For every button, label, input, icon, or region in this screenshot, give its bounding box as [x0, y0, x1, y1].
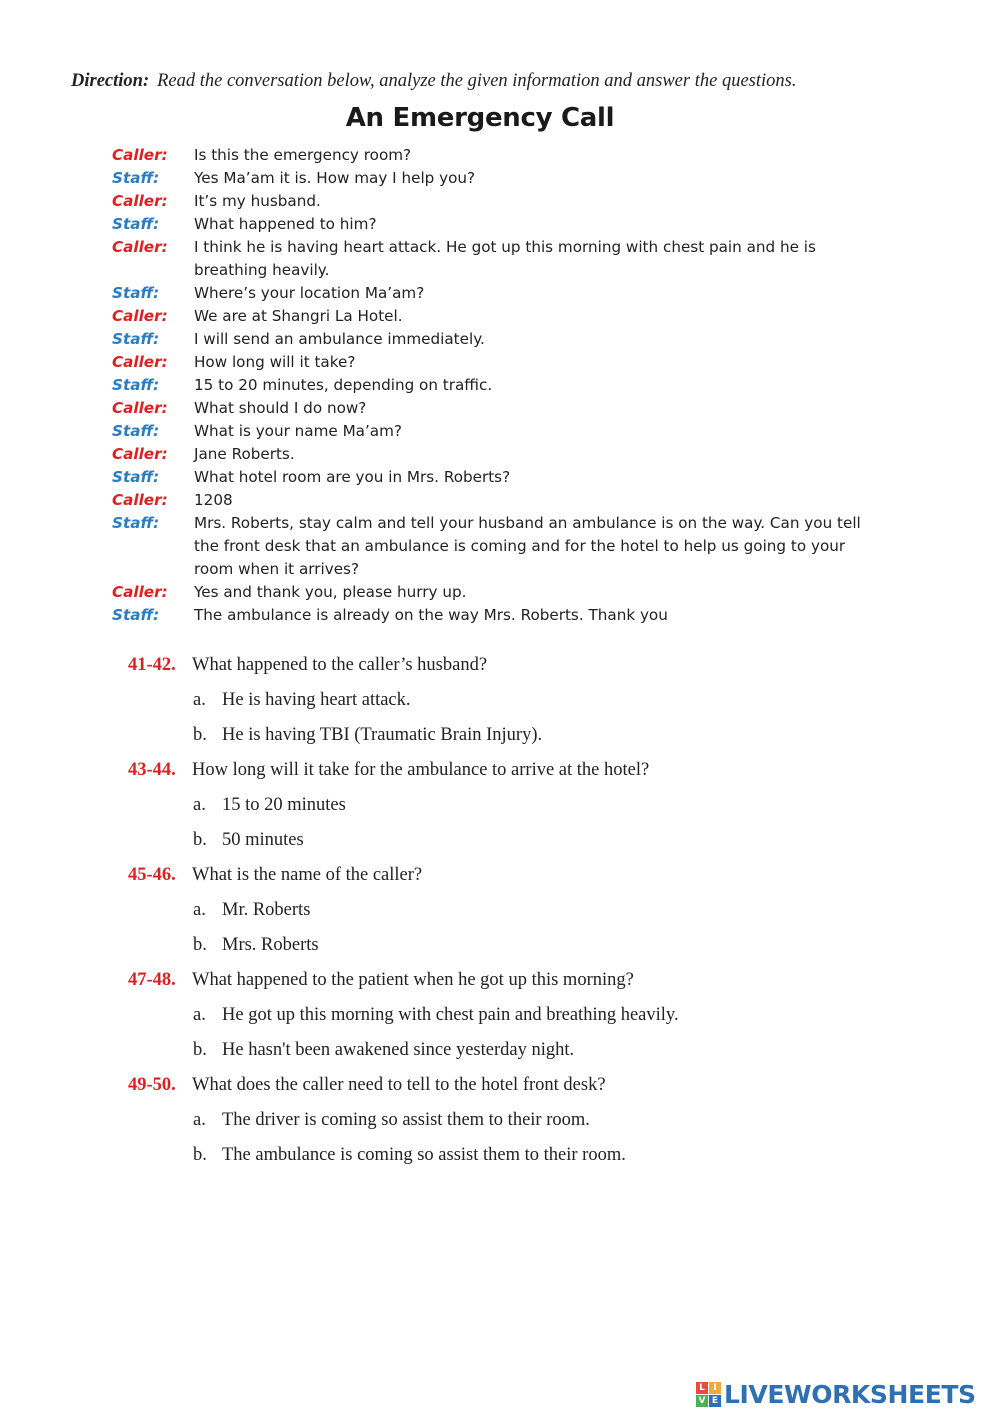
- question: [128, 858, 928, 893]
- question-number: 47-48.: [128, 970, 176, 990]
- option-letter: a.: [193, 1005, 206, 1025]
- logo-tiles-icon: [696, 1382, 721, 1407]
- dialogue-text: What is your name Ma’am?: [194, 422, 402, 440]
- dialogue-line: [112, 236, 882, 282]
- option-text: The driver is coming so assist them to their room.: [222, 1110, 590, 1130]
- question: [128, 1068, 928, 1103]
- option-text: 15 to 20 minutes: [222, 795, 346, 815]
- question-text: What is the name of the caller?: [192, 865, 423, 885]
- staff-speaker-label: Staff:: [112, 215, 160, 233]
- dialogue-text: Jane Roberts.: [194, 445, 295, 463]
- dialogue-line: [112, 167, 882, 190]
- dialogue-text: What should I do now?: [194, 399, 367, 417]
- option-text: The ambulance is coming so assist them to their room.: [222, 1145, 626, 1165]
- question-number: 49-50.: [128, 1075, 176, 1095]
- dialogue-text: We are at Shangri La Hotel.: [194, 307, 403, 325]
- dialogue-line: [112, 282, 882, 305]
- staff-speaker-label: Staff:: [112, 169, 160, 187]
- logo-tile: L: [696, 1382, 708, 1394]
- staff-speaker-label: Staff:: [112, 330, 160, 348]
- option-letter: a.: [193, 795, 206, 815]
- caller-speaker-label: Caller:: [112, 238, 168, 256]
- dialogue-text: 1208: [194, 491, 233, 509]
- dialogue-line: [112, 213, 882, 236]
- dialogue: [112, 144, 882, 627]
- dialogue-text: Mrs. Roberts, stay calm and tell your husband an ambulance is on the way. Can you tell the front desk that an ambulance is coming and for the hotel to help us going to your room when it arrives?: [194, 514, 861, 578]
- dialogue-line: [112, 374, 882, 397]
- staff-speaker-label: Staff:: [112, 376, 160, 394]
- dialogue-text: I will send an ambulance immediately.: [194, 330, 485, 348]
- answer-option[interactable]: [128, 823, 928, 858]
- dialogue-text: It’s my husband.: [194, 192, 321, 210]
- dialogue-line: [112, 581, 882, 604]
- option-text: He got up this morning with chest pain and breathing heavily.: [222, 1005, 679, 1025]
- option-text: He is having TBI (Traumatic Brain Injury).: [222, 725, 543, 745]
- answer-option[interactable]: [128, 683, 928, 718]
- dialogue-text: Yes Ma’am it is. How may I help you?: [194, 169, 476, 187]
- caller-speaker-label: Caller:: [112, 192, 168, 210]
- caller-speaker-label: Caller:: [112, 583, 168, 601]
- answer-option[interactable]: [128, 718, 928, 753]
- direction-label: Direction:: [71, 71, 150, 91]
- answer-option[interactable]: [128, 1138, 928, 1173]
- option-text: 50 minutes: [222, 830, 304, 850]
- dialogue-line: [112, 466, 882, 489]
- caller-speaker-label: Caller:: [112, 491, 168, 509]
- logo-tile: E: [709, 1395, 721, 1407]
- dialogue-text: What happened to him?: [194, 215, 377, 233]
- option-letter: a.: [193, 1110, 206, 1130]
- option-text: Mrs. Roberts: [222, 935, 319, 955]
- option-letter: b.: [193, 830, 207, 850]
- dialogue-line: [112, 351, 882, 374]
- dialogue-text: What hotel room are you in Mrs. Roberts?: [194, 468, 511, 486]
- option-letter: a.: [193, 690, 206, 710]
- direction-line: [71, 71, 971, 92]
- dialogue-line: [112, 144, 882, 167]
- caller-speaker-label: Caller:: [112, 399, 168, 417]
- option-letter: b.: [193, 1040, 207, 1060]
- dialogue-text: 15 to 20 minutes, depending on traffic.: [194, 376, 493, 394]
- question: [128, 963, 928, 998]
- caller-speaker-label: Caller:: [112, 307, 168, 325]
- question-text: What happened to the caller’s husband?: [192, 655, 488, 675]
- dialogue-text: The ambulance is already on the way Mrs. Roberts. Thank you: [194, 606, 668, 624]
- answer-option[interactable]: [128, 788, 928, 823]
- dialogue-text: How long will it take?: [194, 353, 356, 371]
- question-number: 43-44.: [128, 760, 176, 780]
- question-number: 41-42.: [128, 655, 176, 675]
- dialogue-line: [112, 397, 882, 420]
- dialogue-line: [112, 489, 882, 512]
- answer-option[interactable]: [128, 928, 928, 963]
- option-text: Mr. Roberts: [222, 900, 311, 920]
- option-letter: b.: [193, 935, 207, 955]
- dialogue-text: Is this the emergency room?: [194, 146, 412, 164]
- dialogue-text: I think he is having heart attack. He got up this morning with chest pain and he is breathing heavily.: [194, 238, 816, 279]
- staff-speaker-label: Staff:: [112, 514, 160, 532]
- question-text: What does the caller need to tell to the hotel front desk?: [192, 1075, 606, 1095]
- question-text: What happened to the patient when he got up this morning?: [192, 970, 634, 990]
- dialogue-line: [112, 443, 882, 466]
- questions-list: [128, 648, 928, 1173]
- question-text: How long will it take for the ambulance to arrive at the hotel?: [192, 760, 650, 780]
- dialogue-text: Where’s your location Ma’am?: [194, 284, 425, 302]
- staff-speaker-label: Staff:: [112, 606, 160, 624]
- direction-text: Read the conversation below, analyze the given information and answer the questions.: [157, 71, 797, 91]
- logo-text: LIVEWORKSHEETS: [724, 1379, 976, 1409]
- option-letter: b.: [193, 1145, 207, 1165]
- dialogue-line: [112, 604, 882, 627]
- dialogue-line: [112, 328, 882, 351]
- option-letter: b.: [193, 725, 207, 745]
- answer-option[interactable]: [128, 1033, 928, 1068]
- caller-speaker-label: Caller:: [112, 353, 168, 371]
- dialogue-line: [112, 190, 882, 213]
- logo-tile: I: [709, 1382, 721, 1394]
- caller-speaker-label: Caller:: [112, 445, 168, 463]
- caller-speaker-label: Caller:: [112, 146, 168, 164]
- question: [128, 648, 928, 683]
- question: [128, 753, 928, 788]
- dialogue-line: [112, 420, 882, 443]
- option-text: He hasn't been awakened since yesterday night.: [222, 1040, 575, 1060]
- option-text: He is having heart attack.: [222, 690, 411, 710]
- dialogue-text: Yes and thank you, please hurry up.: [194, 583, 467, 601]
- question-number: 45-46.: [128, 865, 176, 885]
- answer-option[interactable]: [128, 1103, 928, 1138]
- liveworksheets-logo[interactable]: [696, 1377, 976, 1411]
- dialogue-line: [112, 305, 882, 328]
- answer-option[interactable]: [128, 998, 928, 1033]
- staff-speaker-label: Staff:: [112, 422, 160, 440]
- page-title: An Emergency Call: [345, 103, 615, 133]
- answer-option[interactable]: [128, 893, 928, 928]
- dialogue-line: [112, 512, 882, 581]
- option-letter: a.: [193, 900, 206, 920]
- logo-tile: V: [696, 1395, 708, 1407]
- staff-speaker-label: Staff:: [112, 284, 160, 302]
- staff-speaker-label: Staff:: [112, 468, 160, 486]
